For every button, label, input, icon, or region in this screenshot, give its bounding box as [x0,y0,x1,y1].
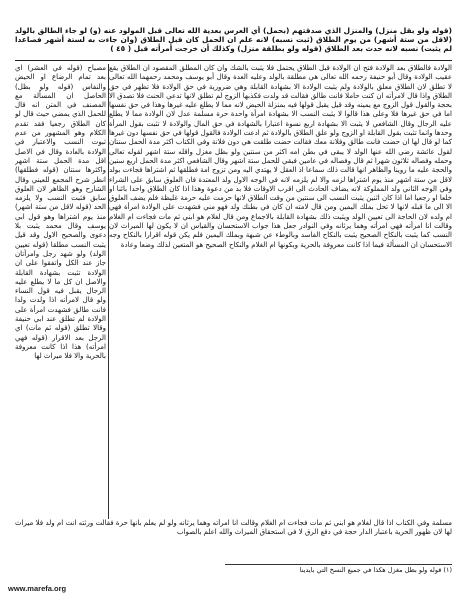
footnote-number: (١) [443,566,452,574]
side-column-text: مصباح (قوله في العشر) اي بعد تمام الرضاع او الحيض والنفاس (قوله ولو بظل) الحاصل ان المسألة مع المصنف في المتن انه قال للحمل الذي يمضي حيث قال لو كان الطلاق رجعيا فقد تقدم الكلام وهو المشهور من عدم ثبوت النسب والاعتبار في الولادة بالعادة وقال في الاصل اقل مدة الحمل ستة اشهر واكثرها سنتان (قوله فطلقها) انظر شرح المجمع للعيني وقال الشارح وهو الظاهر لان العلوق سابق فثبت النسب ولا يلزمه الحد (قوله لاقل من ستة اشهر) منذ يوم اشتراها وهو قول ابي يوسف وقال محمد يثبت بلا دعوى والصحيح الاول وقد قيل يثبت النسب مطلقا (قوله تعيين الولد) ولو شهد رجل وامرأتان جاز عند الكل واتفقوا على ان الولادة تثبت بشهادة القابلة والاصل ان كل ما لا يطلع عليه الرجال يقبل فيه قول النساء ولو قال لامرأته اذا ولدت ولدا فانت طالق فشهدت امرأة على الولادة لم تطلق عند ابي حنيفة وقالا تطلق (قوله ثم مات) اي الرجل بعد الاقرار (قوله فهي امرأته) هذا اذا كانت معروفة بالحرية والا فلا ميراث لها [15,64,106,361]
text-columns [15,64,452,562]
website-link[interactable]: www.marefa.org [8,584,67,593]
bottom-text-block [15,519,452,559]
main-column [109,64,452,562]
page-header [15,26,452,61]
main-column-text: الولادة فالطلاق بعد الولادة فتح ان الولادة قبل الطلاق يحتمل فلا يثبت بالشك وان كان المطلق المقصود ان الطلاق يقع عقيب الولادة وقال أبو حنيفة رحمه الله تعالى هي مطلقة بالولد وعليه العدة وقال أبو يوسف ومحمد رحمهما الله تعالى لا تطلق لان الطلاق معلق بالولادة ولم يثبت الولادة الا بشهادة القابلة وهي ضرورية في حق الولادة فلا تظهر في حق الطلاق واذا قال لامرأته ان كنت حاملا فانت طالق فقالت قد ولدت فكذبها الزوج لم تطلق لانها تدعي الحنث فلا تصدق الا بحجة والقول قول الزوج مع يمينه وقد قيل يقبل قولها فيه بمنزلة الحيض لانه مما لا يطلع عليه غيرها وهذا في حق نفسها اما في حق غيرها فلا وعلى هذا قالوا لا يثبت النسب الا بشهادة امرأة واحدة حرة مسلمة عدل لان الولادة مما لا يطلع عليه الرجال وقال الشافعي لا يثبت الا بشهادة اربع نسوة اعتبارا بالشهادة في حق المال والولادة لا تثبت بقول المرأة وحدها وانما تثبت بقول القابلة او الزوج ولو علق الطلاق بالولادة ثم ادعت الولادة فالقول قولها في حق نفسها دون غيرها كما لو قال لها ان حضت فانت طالق وفلانة معك فقالت حضت طلقت هي دون فلانة وفي الكتاب اكثر مدة الحمل سنتان لقول عائشة رضي الله عنها الولد لا يبقى في بطن امه اكثر من سنتين ولو بظل مغزل واقله ستة اشهر لقوله تعالى وحمله وفصاله ثلاثون شهرا ثم قال وفصاله في عامين فبقي للحمل ستة اشهر وقال الشافعي اكثر مدة الحمل اربع سنين والحجة عليه ما روينا والظاهر انها قالت ذلك سماعا اذ العقل لا يهتدي اليه ومن تزوج امة فطلقها ثم اشتراها فجاءت بولد لاقل من ستة اشهر منذ يوم اشتراها لزمه والا لم يلزمه لانه في الوجه الاول ولد المعتدة فان العلوق سابق على الشراء وفي الوجه الثاني ولد المملوكة لانه يضاف الحادث الى اقرب الاوقات فلا بد من دعوة وهذا اذا كان الطلاق واحدا بائنا او خلعا او رجعيا اما اذا كان اثنين يثبت النسب الى سنتين من وقت الطلاق لانها حرمت عليه حرمة غليظة فلم يضف العلوق الا الى ما قبله لانها لا تحل بملك اليمين ومن قال لامته ان كان في بطنك ولد فهو مني فشهدت على الولادة امرأة فهي ام ولده لان الحاجة الى تعيين الولد ويثبت ذلك بشهادة القابلة بالاجماع ومن قال لغلام هو ابني ثم مات فجاءت ام الغلام وقالت انا امرأته فهي امرأته وهما يرثانه وفي النوادر جعل هذا جواب الاستحسان والقياس ان لا يكون لها الميراث لان النسب كما يثبت بالنكاح الصحيح يثبت بالنكاح الفاسد وبالوطء عن شبهة وبملك اليمين فلم يكن قوله اقرارا بالنكاح وجه الاستحسان ان المسألة فيما اذا كانت معروفة بالحرية وبكونها ام الغلام والنكاح الصحيح هو المتعين لذلك وضعا وعادة [109,64,452,249]
side-column [15,64,106,519]
footnote-text: قوله ولو بظل مغزل هكذا في جميع النسخ التي بايدينا [299,566,442,574]
book-page [15,26,452,578]
bottom-text: مسلمة وفي الكتاب اذا قال لغلام هو ابني ثم مات فجاءت ام الغلام وقالت انا امرأته وهما يرثانه ولو لم يعلم بانها حرة فقالت ورثته انت ام ولد فلا ميراث لها لان ظهور الحرية باعتبار الدار حجة في دفع الرق لا في استحقاق الميراث والله اعلم بالصواب [15,519,452,537]
footnote [222,566,452,574]
header-text: (قوله ولو بقل منزل) والمنزل الذي صدقتهم (بحمل) أي العرس بعدية الله تعالى قبل المولود عنه (و) لو جاء الطالق بالولد (لاقل من ستة أشهر) من يوم الطلاق (ثبت نسبه) لانه علم ان الحمل كان قبل الطلاق (وان جاءت به لستة أشهر فصاعدا لم يثبت) نسبه لانه حدث بعد الطلاق (قوله ولو بطلقة منزل) وكذلك أن خرجت أمرأته قبل ( ٤٥ ) [15,26,452,53]
column-divider [108,64,109,519]
footnote-divider [225,564,452,565]
